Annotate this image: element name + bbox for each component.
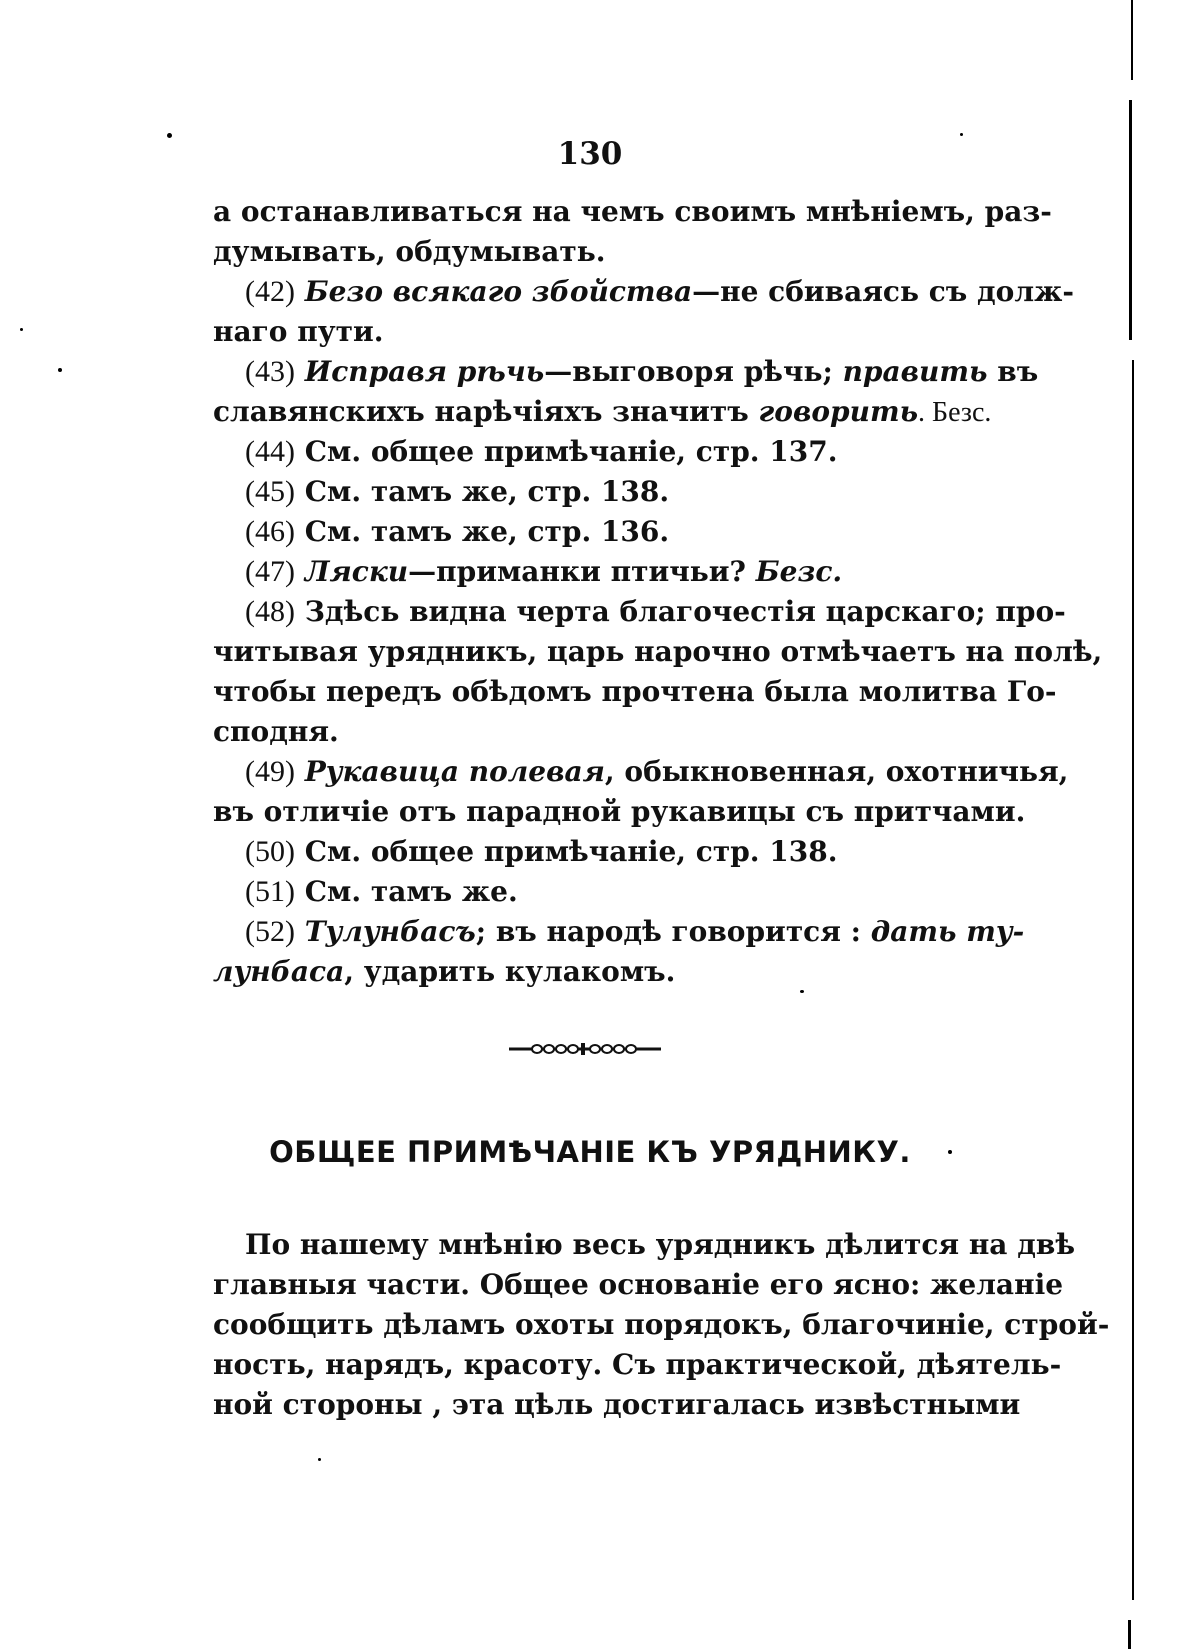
body-line-1: По нашему мнѣнію весь урядникъ дѣлится на двѣ [245, 1228, 1076, 1261]
note-text: . Безс. [918, 397, 992, 428]
scan-speck [58, 368, 62, 372]
note-48-line-3: чтобы передъ обѣдомъ прочтена была молитва Го- [213, 675, 1057, 708]
note-text: , ударить кулакомъ. [344, 955, 676, 988]
note-number: (51) [245, 875, 295, 908]
scan-edge-line [1128, 1620, 1131, 1649]
note-number: (49) [245, 755, 295, 788]
note-term: дать ту- [870, 915, 1025, 948]
note-text: См. тамъ же. [304, 875, 518, 908]
note-term: говорить [758, 395, 919, 428]
note-text: ; въ народѣ говорится : [475, 915, 861, 948]
note-46 [213, 512, 961, 552]
note-text: —приманки птичьи? [408, 555, 746, 588]
note-number: (45) [245, 475, 295, 508]
note-52-line-2 [213, 952, 961, 992]
note-number: (48) [245, 595, 295, 628]
note-text: —не сбиваясь съ долж- [692, 275, 1074, 308]
note-48 [213, 592, 1066, 632]
note-48-line-2: читывая урядникъ, царь нарочно отмѣчаетъ на полѣ, [213, 635, 1103, 668]
scan-speck [318, 1458, 321, 1461]
note-text: Здѣсь видна черта благочестія царскаго; про- [304, 595, 1066, 628]
note-text: См. общее примѣчаніе, стр. 137. [304, 435, 838, 468]
body-line-2: главныя части. Общее основаніе его ясно: желаніе [213, 1268, 1064, 1301]
scan-speck [948, 1150, 952, 1154]
note-term: Безо всякаго збойства [304, 275, 693, 308]
scan-speck [960, 133, 963, 136]
note-number: (42) [245, 275, 295, 308]
note-47 [213, 552, 961, 592]
note-44 [213, 432, 961, 472]
note-term: лунбаса [213, 955, 345, 988]
note-43-line-2 [213, 392, 992, 432]
note-number: (50) [245, 835, 295, 868]
note-text: славянскихъ нарѣчіяхъ значитъ [213, 395, 749, 428]
note-term: Безс. [755, 555, 843, 588]
note-number: (46) [245, 515, 295, 548]
note-51 [213, 872, 961, 912]
note-43 [213, 352, 1039, 392]
note-49-line-2: въ отличіе отъ парадной рукавицы съ притчами. [213, 795, 1026, 828]
note-number: (44) [245, 435, 295, 468]
note-number: (43) [245, 355, 295, 388]
footnotes-block [213, 192, 1103, 992]
continuation-line-1: а останавливаться на чемъ своимъ мнѣніемъ, раз- [213, 195, 1052, 228]
note-term: Рукавица полевая [304, 755, 605, 788]
page-number: 130 [557, 136, 623, 172]
continuation-line-2: думывать, обдумывать. [213, 235, 606, 268]
note-48-line-4: сподня. [213, 715, 339, 748]
note-number: (47) [245, 555, 295, 588]
note-text: въ [997, 355, 1039, 388]
scan-edge-line [1129, 100, 1132, 340]
scan-speck [800, 990, 804, 993]
note-term: Тулунбасъ [304, 915, 476, 948]
note-term: Ляски [304, 555, 409, 588]
note-text: , обыкновенная, охотничья, [604, 755, 1069, 788]
scan-edge-line [1132, 360, 1134, 1600]
note-49 [213, 752, 1069, 792]
ornament-divider [507, 1042, 663, 1056]
scan-edge-line [1131, 0, 1133, 80]
note-term: править [842, 355, 988, 388]
note-term: Исправя рѣчь [304, 355, 545, 388]
note-52 [213, 912, 1025, 952]
note-text: —выговоря рѣчь; [544, 355, 833, 388]
body-line-3: сообщить дѣламъ охоты порядокъ, благочиніе, строй- [213, 1308, 1110, 1341]
note-text: См. общее примѣчаніе, стр. 138. [304, 835, 838, 868]
note-42 [213, 272, 1074, 312]
scan-speck [167, 133, 172, 138]
body-line-4: ность, нарядъ, красоту. Съ практической, дѣятель- [213, 1348, 1062, 1381]
note-42-line-2: наго пути. [213, 315, 384, 348]
note-text: См. тамъ же, стр. 136. [304, 515, 670, 548]
body-line-5: ной стороны , эта цѣль достигалась извѣстными [213, 1388, 1021, 1421]
note-50 [213, 832, 961, 872]
note-45 [213, 472, 961, 512]
section-body [213, 1225, 1110, 1425]
note-number: (52) [245, 915, 295, 948]
section-title: ОБЩЕЕ ПРИМѢЧАНІЕ КЪ УРЯДНИКУ. [269, 1135, 911, 1169]
scan-speck [20, 328, 23, 331]
note-text: См. тамъ же, стр. 138. [304, 475, 670, 508]
